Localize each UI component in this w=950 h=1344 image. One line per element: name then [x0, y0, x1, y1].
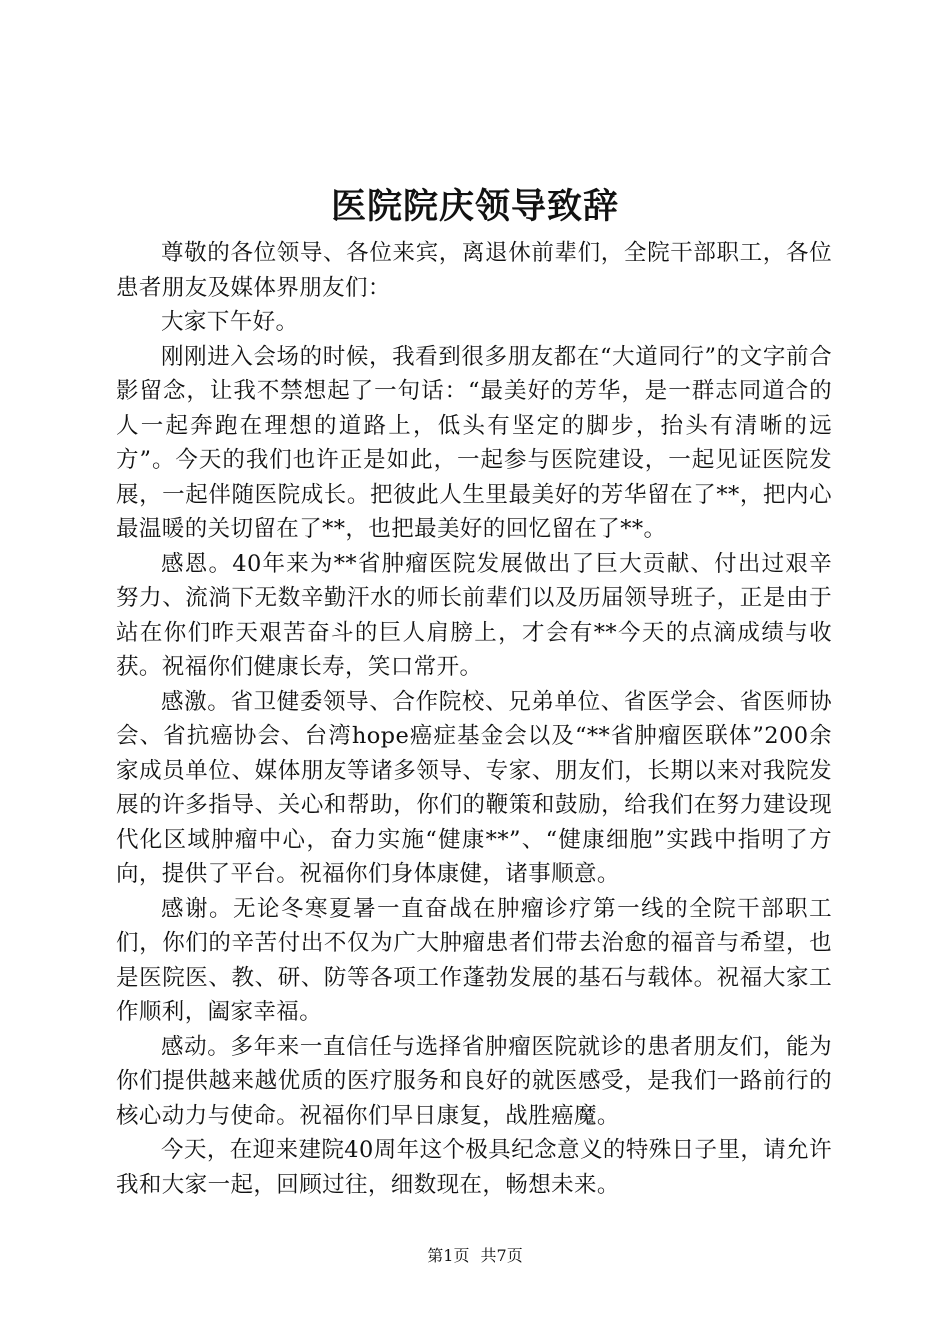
paragraph-today: 今天，在迎来建院40周年这个极具纪念意义的特殊日子里，请允许我和大家一起，回顾过往，细数现在，畅想未来。 [116, 1137, 832, 1198]
paragraph-thanks: 感谢。无论冬寒夏暑一直奋战在肿瘤诊疗第一线的全院干部职工们，你们的辛苦付出不仅为广大肿瘤患者们带去治愈的福音与希望，也是医院医、教、研、防等各项工作蓬勃发展的基石与载体。祝福大家工作顺利，阖家幸福。 [116, 895, 832, 1025]
document-title: 医院院庆领导致辞 [330, 186, 619, 227]
page-number: 第1页 [427, 1246, 470, 1265]
paragraph-moved: 感动。多年来一直信任与选择省肿瘤医院就诊的患者朋友们，能为你们提供越来越优质的医疗服务和良好的就医感受，是我们一路前行的核心动力与使命。祝福你们早日康复，战胜癌魔。 [116, 1033, 832, 1129]
document-body [116, 236, 832, 1202]
paragraph-salutation: 尊敬的各位领导、各位来宾，离退休前辈们，全院干部职工，各位患者朋友及媒体界朋友们： [116, 240, 832, 301]
page-footer [0, 1245, 950, 1267]
page-total: 共7页 [480, 1246, 523, 1265]
paragraph-appreciation: 感激。省卫健委领导、合作院校、兄弟单位、省医学会、省医师协会、省抗癌协会、台湾hope癌症基金会以及“**省肿瘤医联体”200余家成员单位、媒体朋友等诸多领导、专家、朋友们，长期以来对我院发展的许多指导、关心和帮助，你们的鞭策和鼓励，给我们在努力建设现代化区域肿瘤中心，奋力实施“健康**”、“健康细胞”实践中指明了方向，提供了平台。祝福你们身体康健，诸事顺意。 [116, 688, 832, 887]
paragraph-gratitude: 感恩。40年来为**省肿瘤医院发展做出了巨大贡献、付出过艰辛努力、流淌下无数辛勤汗水的师长前辈们以及历届领导班子，正是由于站在你们昨天艰苦奋斗的巨人肩膀上，才会有**今天的点滴成绩与收获。祝福你们健康长寿，笑口常开。 [116, 550, 832, 680]
paragraph-opening: 刚刚进入会场的时候，我看到很多朋友都在“大道同行”的文字前合影留念，让我不禁想起了一句话：“最美好的芳华，是一群志同道合的人一起奔跑在理想的道路上，低头有坚定的脚步，抬头有清晰的远方”。今天的我们也许正是如此，一起参与医院建设，一起见证医院发展，一起伴随医院成长。把彼此人生里最美好的芳华留在了**，把内心最温暖的关切留在了**，也把最美好的回忆留在了**。 [116, 343, 832, 542]
paragraph-greeting: 大家下午好。 [161, 309, 299, 335]
